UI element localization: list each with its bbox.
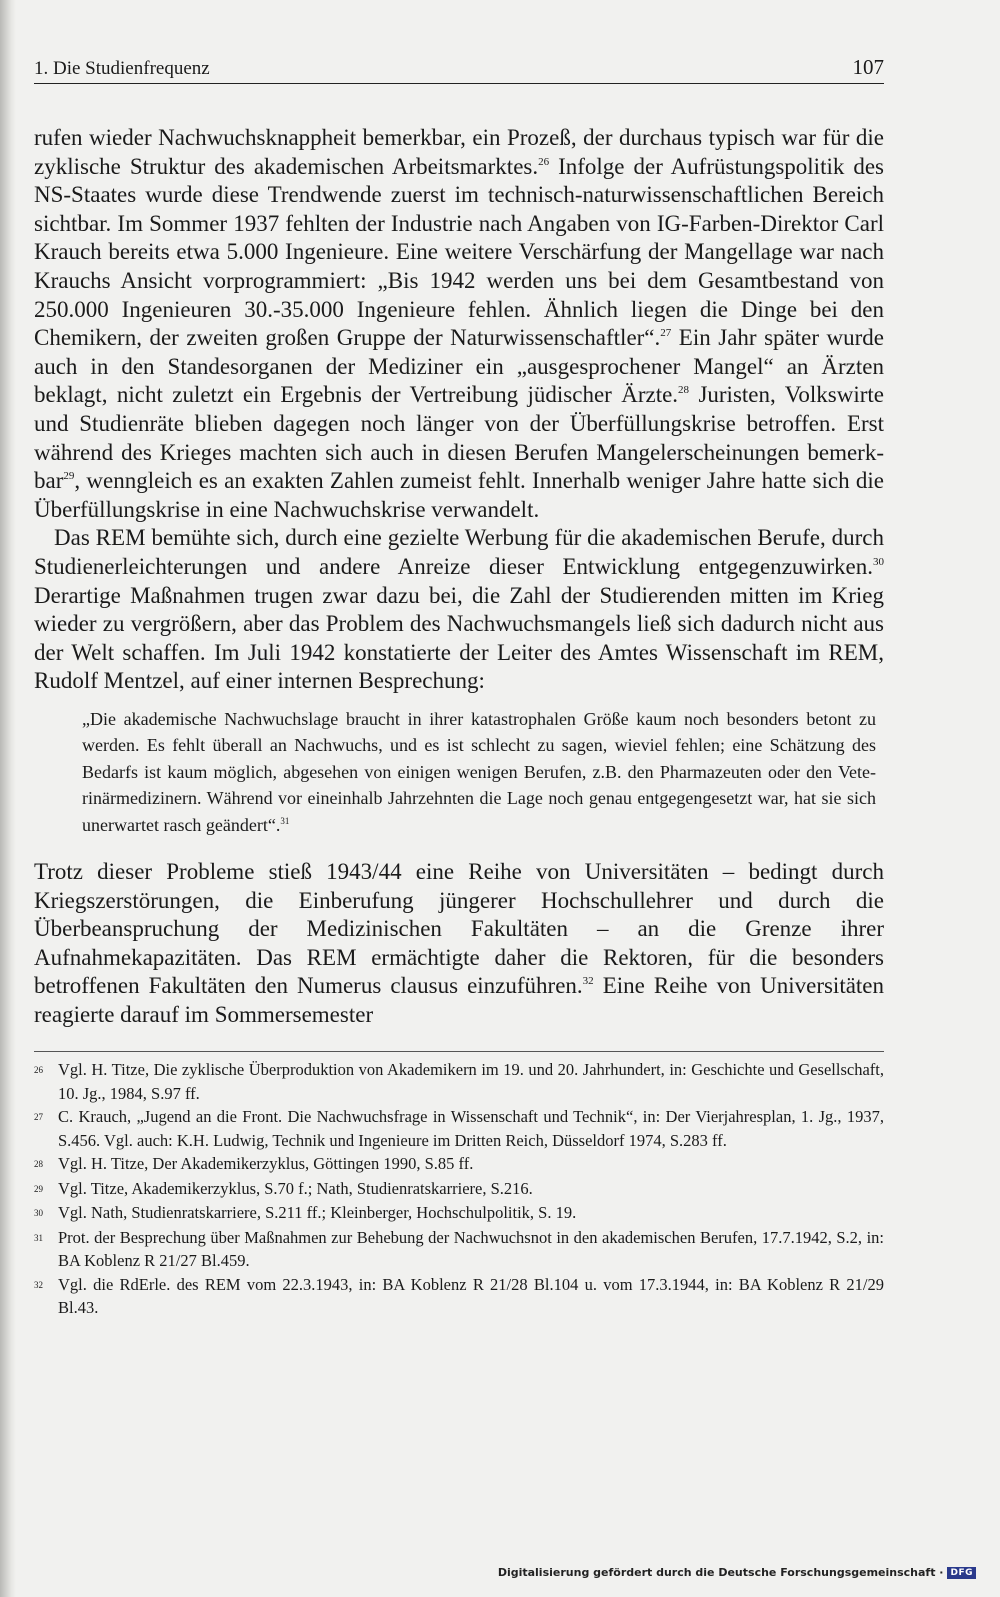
footnote-text: Vgl. Nath, Studienratskarriere, S.211 ff.; Kleinberger, Hochschulpolitik, S. 19. (58, 1203, 577, 1223)
document-page (34, 46, 884, 1320)
footnote (34, 1201, 884, 1226)
text-run: Juristen, Volkswirte und Studienräte blieben dagegen noch länger von der Überfüllungskrise betroffen. Erst während des Krieges machten sich auch in diesen Berufen Mangelerscheinungen bemerkbar (34, 382, 884, 494)
footnote-marker: 26 (538, 155, 550, 168)
page-number: 107 (852, 55, 884, 79)
footnote (34, 1226, 884, 1273)
footnote-number: 30 (34, 1208, 43, 1219)
text-run: Eine Reihe von Universitäten reagierte darauf im Sommersemester (34, 973, 885, 1027)
footnote-marker: 30 (873, 555, 884, 568)
footnote-number: 28 (34, 1159, 43, 1170)
footnote-text: Vgl. die RdErle. des REM vom 22.3.1943, in: BA Koblenz R 21/28 Bl.104 u. vom 17.3.1944, in: BA Koblenz R 21/29 Bl.43. (58, 1274, 884, 1318)
footnote (34, 1273, 884, 1320)
paragraph-2 (34, 524, 884, 696)
text-run: Trotz dieser Probleme stieß 1943/44 eine Reihe von Universitäten – bedingt durch Kriegszerstörungen, die Einberufung jüngerer Hochschullehrer und durch die Überbeanspruchung der Medizinischen Fakultäten – an die Grenze ihrer Aufnahmekapazitäten. Das REM ermächtigte daher die Rektoren, für die besonders betroffenen Fakultäten den Numerus clausus einzuführen. (34, 858, 884, 999)
footnote-marker: 31 (280, 815, 290, 826)
footnote-number: 26 (34, 1065, 43, 1076)
text-run: Derartige Maßnahmen trugen zwar dazu bei, die Zahl der Studierenden mitten im Krieg wieder zu vergrößern, aber das Problem des Nachwuchsmangels ließ sich dadurch nicht aus der Welt schaffen. Im Juli 1942 konstatierte der Leiter des Amtes Wissenschaft im REM, Rudolf Mentzel, auf einer internen Besprechung: (34, 582, 884, 694)
footnote-text: Prot. der Besprechung über Maßnahmen zur Behebung der Nachwuchsnot in den akademischen Berufen, 17.7.1942, S.2, in: BA Koblenz R 21/27 Bl.459. (58, 1227, 884, 1271)
paragraph-1 (34, 124, 884, 524)
footnote-marker: 32 (582, 975, 594, 988)
dfg-logo: DFG (947, 1567, 976, 1579)
footnote-number: 27 (34, 1112, 43, 1123)
footnote (34, 1152, 884, 1177)
footnote-text: Vgl. H. Titze, Die zyklische Überproduktion von Akademikern im 19. und 20. Jahrhundert, in: Geschichte und Gesellschaft, 10. Jg., 1984, S.97 ff. (58, 1060, 884, 1103)
section-title: 1. Die Studienfrequenz (34, 58, 210, 79)
text-run: Infolge der Aufrüstungspolitik des NS-Staates wurde diese Trendwende zuerst im technisch-naturwissenschaftlichen Bereich sichtbar. Im Sommer 1937 fehlten der Industrie nach Angaben von IG-Farben-Direktor Carl Krauch bereits etwa 5.000 Ingenieure. Eine weitere Verschärfung der Mangellage war nach Krauchs Ansicht vorprogrammiert: „Bis 1942 werden uns bei dem Gesamtbestand von 250.000 Ingenieuren 30.-35.000 Ingenieure fehlen. Ähnlich liegen die Dinge bei den Chemikern, der zweiten großen Gruppe der Naturwissenschaftler“. (34, 153, 884, 351)
footnote-number: 29 (34, 1183, 43, 1194)
footnote-number: 31 (34, 1232, 43, 1243)
body-text (34, 124, 884, 1029)
book-spine-shadow (0, 0, 16, 1597)
digitization-credit (498, 1566, 976, 1579)
text-run: rufen wieder Nachwuchsknappheit bemerkbar, ein Prozeß, der durchaus typisch war für die zyklische Struktur des akademischen Arbeitsmarktes. (34, 125, 884, 179)
footnote-marker: 27 (660, 327, 672, 340)
footnote-text: C. Krauch, „Jugend an die Front. Die Nachwuchsfrage in Wissenschaft und Technik“, in: Der Vierjahresplan, 1. Jg., 1937, S.456. Vgl. auch: K.H. Ludwig, Technik und Ingenieure im Dritten Reich, Düsseldorf 1974, S.283 ff. (58, 1107, 884, 1150)
credit-text: Digitalisierung gefördert durch die Deutsche Forschungsgemeinschaft · (497, 1566, 944, 1579)
footnote-text: Vgl. Titze, Akademikerzyklus, S.70 f.; Nath, Studienratskarriere, S.216. (58, 1178, 533, 1198)
footnote (34, 1177, 884, 1202)
footnote-marker: 28 (678, 384, 690, 397)
text-run: Ein Jahr später wurde auch in den Standesorganen der Mediziner ein „ausgesprochener Mangel“ an Ärzten beklagt, nicht zuletzt ein Ergebnis der Vertreibung jüdischer Ärzte. (34, 325, 885, 408)
footnote (34, 1105, 884, 1152)
text-run: Das REM bemühte sich, durch eine gezielte Werbung für die akademischen Berufe, durch Studienerleichterungen und andere Anreize dieser Entwicklung entgegenzuwirken. (34, 525, 884, 579)
text-run: , wenngleich es an exakten Zahlen zumeist fehlt. Innerhalb weniger Jahre hatte sich die Überfüllungskrise in eine Nachwuchskrise verwandelt. (34, 468, 884, 522)
text-run: „Die akademische Nachwuchslage braucht in ihrer katastrophalen Größe kaum noch besonders betont zu werden. Es fehlt überall an Nachwuchs, und es ist schlecht zu sagen, wieviel fehlen; eine Schätzung des Bedarfs ist kaum möglich, abgesehen von einigen wenigen Berufen, z.B. den Pharmazeuten oder den Veterinärmedizinern. Während vor eineinhalb Jahrzehnten die Lage noch genau entgegengesetzt war, hat sie sich unerwartet rasch geändert“. (82, 708, 876, 835)
footnote-number: 32 (34, 1279, 43, 1290)
paragraph-3 (34, 858, 884, 1030)
running-header (34, 46, 884, 84)
block-quote (82, 706, 876, 838)
footnotes (34, 1051, 884, 1320)
footnote-text: Vgl. H. Titze, Der Akademikerzyklus, Göttingen 1990, S.85 ff. (58, 1154, 474, 1174)
footnote-marker: 29 (63, 470, 75, 483)
footnote (34, 1058, 884, 1105)
